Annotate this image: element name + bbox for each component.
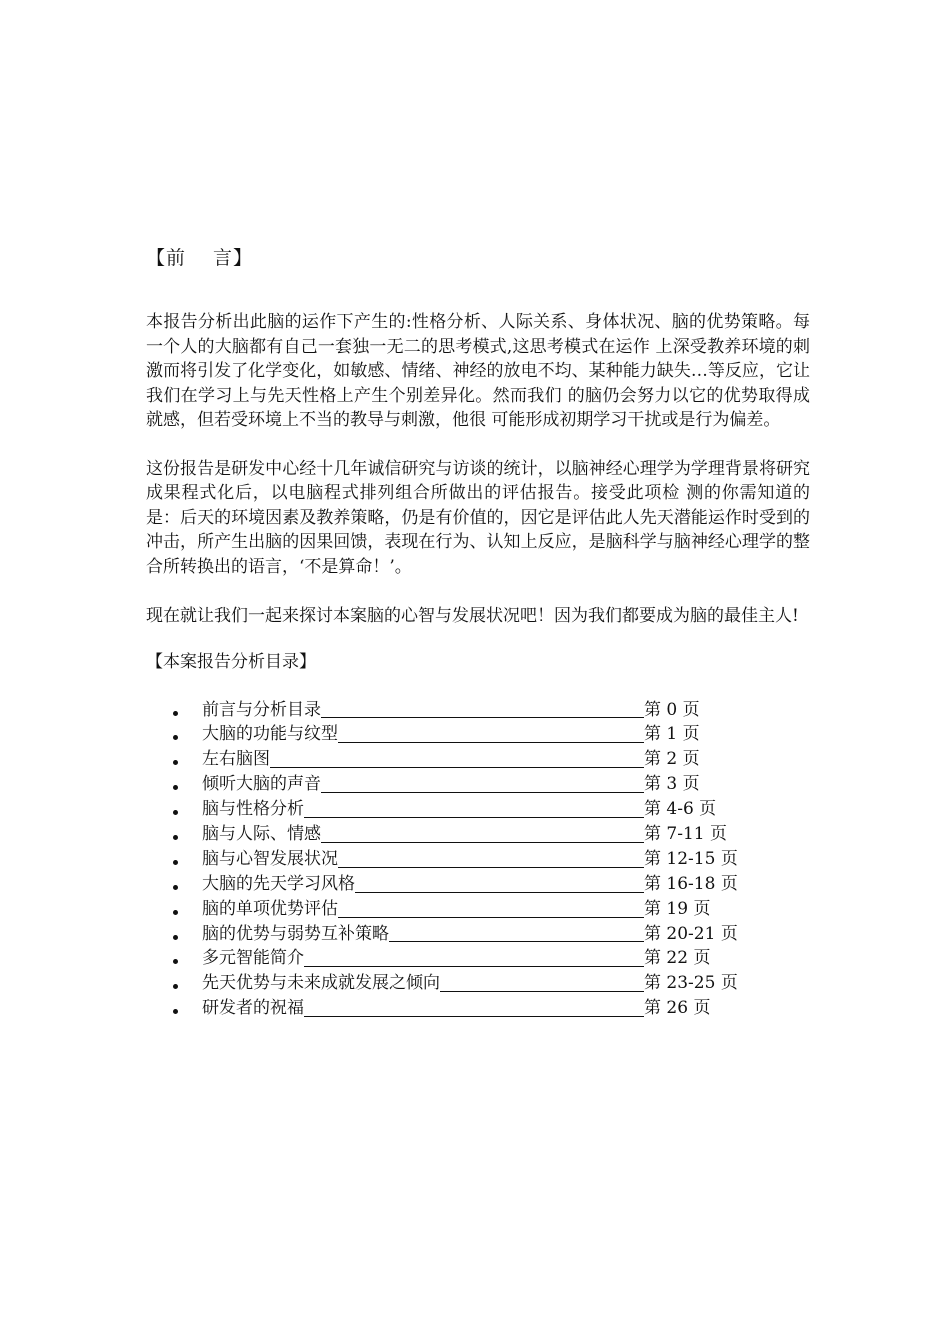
bullet-icon xyxy=(173,785,178,790)
toc-item xyxy=(146,897,810,922)
toc-item-title: 研发者的祝福 xyxy=(202,998,304,1019)
toc-entry xyxy=(202,971,644,996)
toc-item xyxy=(146,772,810,797)
toc-item xyxy=(146,922,810,947)
toc-item xyxy=(146,971,810,996)
toc-item xyxy=(146,872,810,897)
toc-item-page: 第 0 页 xyxy=(644,699,700,720)
toc-item-page: 第 12-15 页 xyxy=(644,848,738,869)
preface-heading: 【前 言】 xyxy=(146,247,254,269)
toc-item xyxy=(146,722,810,747)
toc-item-page: 第 20-21 页 xyxy=(644,923,738,944)
bullet-icon xyxy=(173,760,178,765)
toc-item xyxy=(146,797,810,822)
toc-entry xyxy=(202,872,644,897)
toc-list xyxy=(146,698,810,1022)
toc-entry xyxy=(202,722,644,747)
bullet-icon xyxy=(173,885,178,890)
toc-item-title: 左右脑图 xyxy=(202,749,270,770)
toc-entry xyxy=(202,996,644,1021)
toc-item-page: 第 1 页 xyxy=(644,724,700,745)
preface-paragraph: 现在就让我们一起来探讨本案脑的心智与发展状况吧！因为我们都要成为脑的最佳主人! xyxy=(146,606,799,626)
toc-item-title: 大脑的功能与纹型 xyxy=(202,724,338,745)
toc-item-page: 第 16-18 页 xyxy=(644,873,738,894)
toc-item-page: 第 7-11 页 xyxy=(644,823,727,844)
toc-item-title: 大脑的先天学习风格 xyxy=(202,873,355,894)
toc-item-title: 脑的优势与弱势互补策略 xyxy=(202,923,389,944)
toc-entry xyxy=(202,698,644,723)
bullet-icon xyxy=(173,835,178,840)
bullet-icon xyxy=(173,735,178,740)
toc-item-title: 多元智能简介 xyxy=(202,948,304,969)
bullet-icon xyxy=(173,810,178,815)
toc-item xyxy=(146,996,810,1021)
toc-item xyxy=(146,822,810,847)
toc-entry xyxy=(202,946,644,971)
toc-item-title: 脑与心智发展状况 xyxy=(202,848,338,869)
toc-item-page: 第 23-25 页 xyxy=(644,973,738,994)
bullet-icon xyxy=(173,860,178,865)
toc-item xyxy=(146,698,810,723)
toc-item-title: 先天优势与未来成就发展之倾向 xyxy=(202,973,440,994)
toc-item-title: 脑的单项优势评估 xyxy=(202,898,338,919)
bullet-icon xyxy=(173,1009,178,1014)
bullet-icon xyxy=(173,910,178,915)
toc-item-page: 第 4-6 页 xyxy=(644,799,717,820)
toc-item-title: 脑与性格分析 xyxy=(202,799,304,820)
toc-heading: 【本案报告分析目录】 xyxy=(146,651,316,672)
toc-item-title: 脑与人际、情感 xyxy=(202,823,321,844)
toc-item-page: 第 22 页 xyxy=(644,948,711,969)
toc-entry xyxy=(202,772,644,797)
toc-entry xyxy=(202,922,644,947)
toc-item-page: 第 3 页 xyxy=(644,774,700,795)
document-page xyxy=(146,243,810,1021)
toc-entry xyxy=(202,747,644,772)
toc-item-page: 第 19 页 xyxy=(644,898,711,919)
toc-entry xyxy=(202,897,644,922)
toc-item-page: 第 26 页 xyxy=(644,998,711,1019)
toc-entry xyxy=(202,847,644,872)
toc-item xyxy=(146,847,810,872)
bullet-icon xyxy=(173,935,178,940)
preface-paragraph: 这份报告是研发中心经十几年诚信研究与访谈的统计，以脑神经心理学为学理背景将研究成果程式化后，以电脑程式排列组合所做出的评估报告。接受此项检 测的你需知道的是：后天的环境因素及教养策略，仍是有价值的，因它是评估此人先天潜能运作时受到的冲击，所产生出脑的因果回馈，表现在行为、认知上反应，是脑科学与脑神经心理学的整合所转换出的语言，‘不是算命！’。 xyxy=(146,458,810,577)
toc-entry xyxy=(202,822,644,847)
toc-item xyxy=(146,946,810,971)
preface-paragraph: 本报告分析出此脑的运作下产生的:性格分析、人际关系、身体状况、脑的优势策略。每一个人的大脑都有自己一套独一无二的思考模式,这思考模式在运作 上深受教养环境的刺激而将引发了化学变化，如敏感、情绪、神经的放电不均、某种能力缺失…等反应，它让我们在学习上与先天性格上产生个别差异化。然而我们 的脑仍会努力以它的优势取得成就感，但若受环境上不当的教导与刺激，他很 可能形成初期学习干扰或是行为偏差。 xyxy=(146,312,810,430)
bullet-icon xyxy=(173,711,178,716)
toc-entry xyxy=(202,797,644,822)
toc-item-page: 第 2 页 xyxy=(644,749,700,770)
toc-item-title: 倾听大脑的声音 xyxy=(202,774,321,795)
toc-item xyxy=(146,747,810,772)
toc-item-title: 前言与分析目录 xyxy=(202,699,321,720)
bullet-icon xyxy=(173,984,178,989)
bullet-icon xyxy=(173,959,178,964)
